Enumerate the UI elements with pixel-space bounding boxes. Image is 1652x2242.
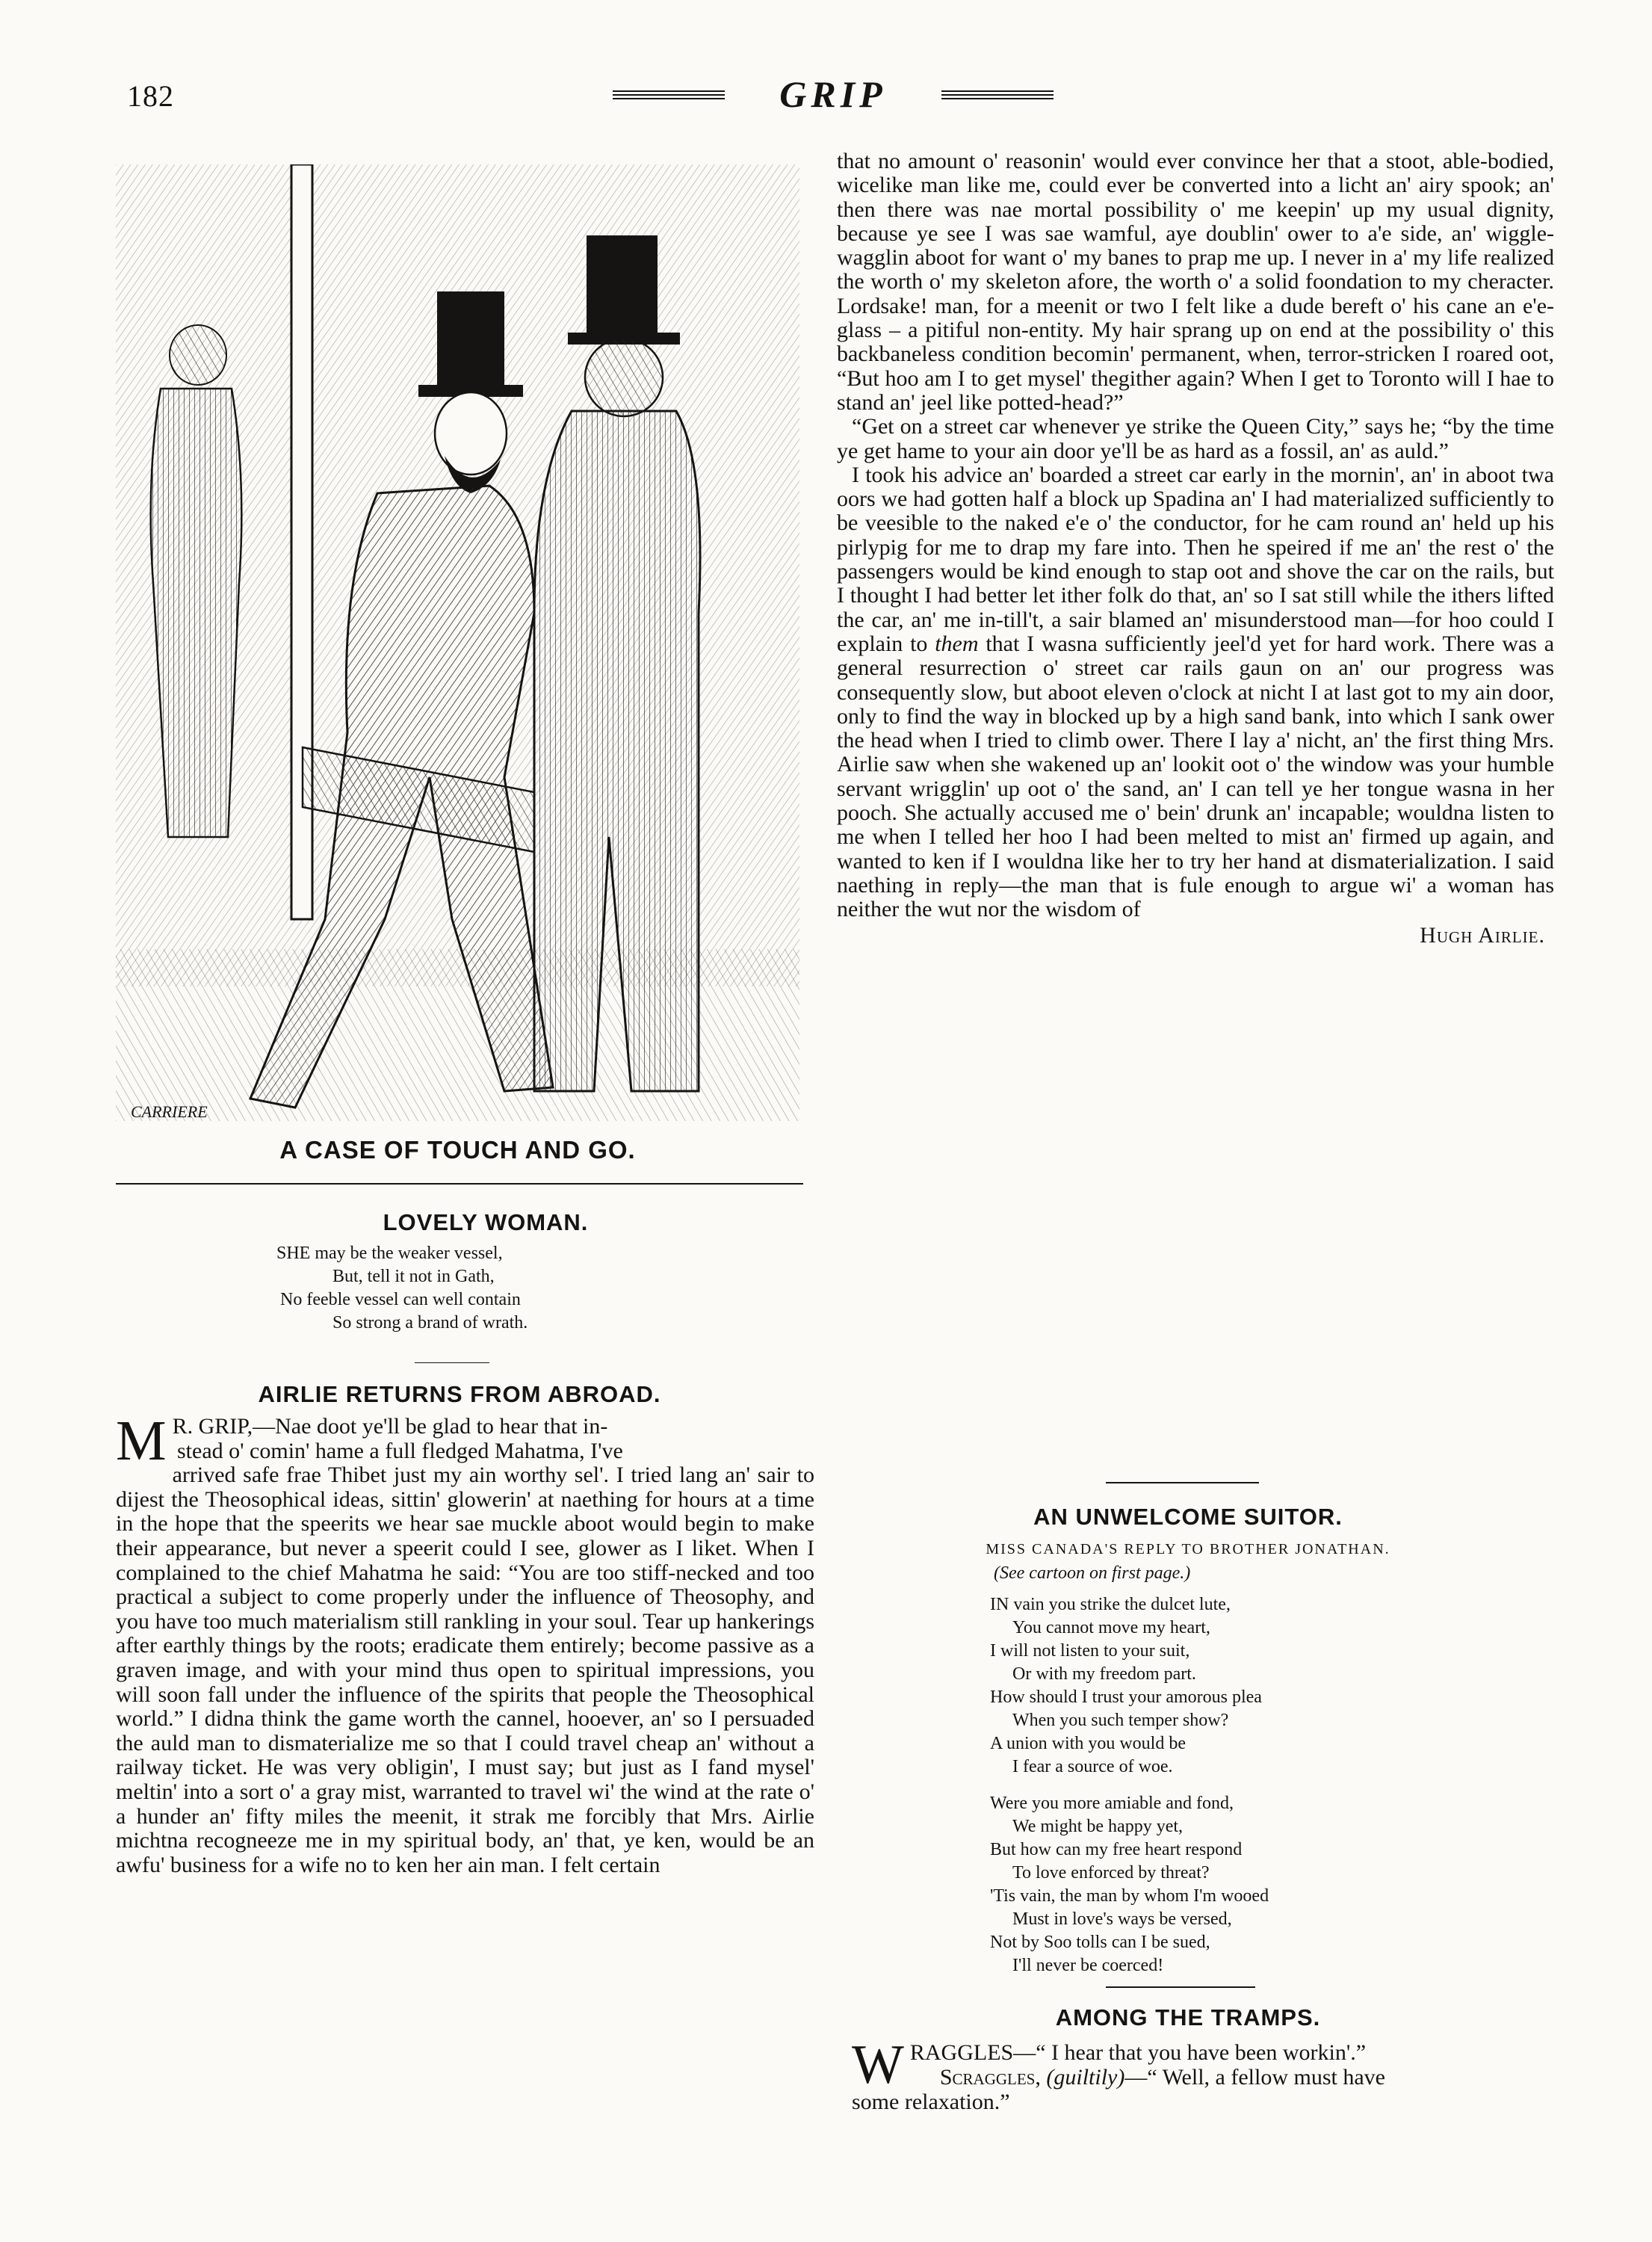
poem-line: I fear a source of woe.: [1012, 1757, 1173, 1776]
article-text: I took his advice an' boarded a street car early in the mornin', an' in aboot twa oors we had gotten half a block up Spadina an' I had materialized sufficiently to be veesible to the naked e'e o' the conductor, for he cam round an' held up his pirlypig for me to drap my fare into. Then he speired if me an' the rest o' the passengers would be kind enough to stap oot and shove the car on the rails, but I thought I had better let ither folk do that, an' so I sat still while the ithers lifted the car, an' me in-till't, a sair blamed an' misunderstood man—for hoo could I explain to: [837, 462, 1554, 656]
policeman-figure: [151, 325, 242, 837]
article-text: arrived safe frae Thibet just my ain worthy sel'. I tried lang an' sair to dijest the Theosophical ideas, sittin' glowerin' at naething for hours at a time in the hope that the speerits we hear sae muckle aboot would begin to make their appearance, but never a speerit could I see, glower as I liket. When I complained to the chief Mahatma he said: “You are too stiff-necked and too practical a subject to come properly under the influence of Theosophy, and you have too much materialism still rankling in your soul. Tear up hankerings after earthly things by the roots; eradicate them entirely; become passive as a graven image, and with your mind thus open to spiritual impressions, you will soon fall under the influence of the spirits that people the Theosophical world.” I didna think the game worth the cannel, hooever, an' so I persuaded the auld man to dismaterialize me so that I could travel cheap an' without a railway ticket. He was very obligin', I must say; but just as I fand mysel' meltin' into a sort o' a gray mist, warranted to travel wi' the wind at the rate o' a hunder an' fifty miles the meenit, it strak me forcibly that Mrs. Airlie michtna recogneeze me in my spiritual body, an' that, ye ken, would be an awfu' business for a wife no to ken her ain man. I felt certain: [116, 1463, 814, 1877]
speaker-name: Scraggles,: [939, 2065, 1041, 2090]
stage-direction: (guiltily): [1046, 2065, 1125, 2090]
poem-line: I'll never be coerced!: [1012, 1956, 1164, 1975]
article-text: that I wasna sufficiently jeel'd yet for hard work. There was a general resurrection o' street car rails gaun on an' our progress was consequently slow, but aboot eleven o'clock at nicht I at last got to my ain door, only to find the way in blocked up by a high sand bank, into which I sank ower the head when I tried to climb ower. There I lay a' nicht, an' the first thing Mrs. Airlie saw when she wakened up an' lookit oot o' the window was your humble servant wrigglin' up oot o' the sand, an' I can tell ye her tongue wasna in her pooch. She actually accused me o' bein' drunk an' incapable; wouldna listen to me when I telled her hoo I had been melted to mist an' firmed up again, and wanted to ken if I wouldna like her to try her hand at dismaterialization. I said naething in reply—the man that is fule enough to argue wi' a woman has neither the wut nor the wisdom of: [837, 631, 1555, 922]
poem-line: IN vain you strike the dulcet lute,: [990, 1595, 1231, 1614]
poem-line: You cannot move my heart,: [1012, 1618, 1210, 1637]
short-divider: [415, 1362, 489, 1363]
article-title: AIRLIE RETURNS FROM ABROAD.: [258, 1381, 661, 1407]
artist-signature: CARRIERE: [131, 1102, 208, 1121]
article-paragraph: that no amount o' reasonin' would ever convince her that a stoot, able-bodied, wicelike man like me, could ever be converted into a licht an' airy spook; an' then there was nae mortal possibility o' me keepin' up my usual dignity, because ye see I was sae wamful, aye doublin' ower to a'e side, an' wiggle-wagglin aboot for want o' my banes to prap me up. I never in a' my life realized the worth o' my skeleton afore, the worth o' a solid foondation to my cheracter. Lordsake! man, for a meenit or two I felt like a dude bereft o' his cane an e'e-glass – a pitiful non-entity. My hair sprang up on end at the possibility o' this backbaneless condition becomin' permanent, when, terror-stricken I roared oot, “But hoo am I to get mysel' thegither again? When I get to Toronto will I hae to stand an' jeel like potted-head?”: [837, 149, 1554, 415]
poem-line: Or with my freedom part.: [1012, 1664, 1196, 1684]
poem-line: So strong a brand of wrath.: [332, 1313, 528, 1332]
article-body-right: [837, 149, 1554, 948]
poem-subtitle: MISS CANADA'S REPLY TO BROTHER JONATHAN.: [986, 1541, 1390, 1557]
poem-line: But, tell it not in Gath,: [332, 1267, 495, 1286]
poem-unwelcome-suitor: [990, 1593, 1269, 1977]
poem-line: I will not listen to your suit,: [990, 1641, 1190, 1661]
poem-line: 'Tis vain, the man by whom I'm wooed: [990, 1886, 1269, 1906]
masthead-title: GRIP: [779, 73, 887, 115]
cartoon-illustration: [116, 164, 799, 1125]
article-text: R. GRIP,—Nae doot ye'll be glad to hear that in-: [172, 1414, 608, 1439]
poem-lovely-woman: [276, 1209, 695, 1335]
page-number: 182: [127, 79, 174, 113]
cartoon-caption: A CASE OF TOUCH AND GO.: [279, 1136, 636, 1164]
poem-line: Were you more amiable and fond,: [990, 1794, 1234, 1813]
article-text: some relaxation.”: [852, 2090, 1010, 2114]
poem-line: To love enforced by threat?: [1012, 1863, 1210, 1883]
article-text: —“ Well, a fellow must have: [1124, 2065, 1385, 2090]
poem-line: Not by Soo tolls can I be sued,: [990, 1933, 1210, 1952]
masthead: [613, 71, 1054, 116]
poem-line: We might be happy yet,: [1012, 1817, 1184, 1836]
divider-rule: [116, 1183, 803, 1185]
poem-line: When you such temper show?: [1012, 1711, 1229, 1730]
masthead-right-rule: [941, 90, 1054, 104]
article-paragraph: “Get on a street car whenever ye strike the Queen City,” says he; “by the time ye get hame to your ain door ye'll be as hard as a fossil, an' as auld.”: [837, 414, 1554, 463]
poem-title: LOVELY WOMAN.: [383, 1209, 589, 1235]
divider-rule: [1106, 1986, 1255, 1988]
poem-reference: (See cartoon on first page.): [994, 1563, 1191, 1583]
article-paragraph: [837, 463, 1554, 922]
article-text: stead o' comin' hame a full fledged Mahatma, I've: [177, 1438, 623, 1463]
poem-line: SHE may be the weaker vessel,: [276, 1244, 503, 1263]
poem-line: But how can my free heart respond: [990, 1840, 1243, 1859]
article-title: AMONG THE TRAMPS.: [1055, 2004, 1321, 2031]
divider-rule: [1106, 1482, 1259, 1483]
tramps-body: [852, 2034, 1554, 2114]
poem-line: A union with you would be: [990, 1734, 1186, 1753]
poem-line: No feeble vessel can well contain: [280, 1290, 521, 1309]
poem-title: AN UNWELCOME SUITOR.: [1033, 1504, 1343, 1530]
dropcap: M: [116, 1409, 167, 1472]
article-body-left: [116, 1409, 814, 1877]
poem-line: Must in love's ways be versed,: [1012, 1909, 1232, 1929]
poem-line: How should I trust your amorous plea: [990, 1687, 1262, 1707]
dropcap: W: [852, 2034, 904, 2096]
article-signature: Hugh Airlie.: [1420, 922, 1545, 948]
article-text: RAGGLES—“ I hear that you have been workin'.”: [909, 2040, 1367, 2065]
article-emphasis: them: [935, 631, 979, 656]
